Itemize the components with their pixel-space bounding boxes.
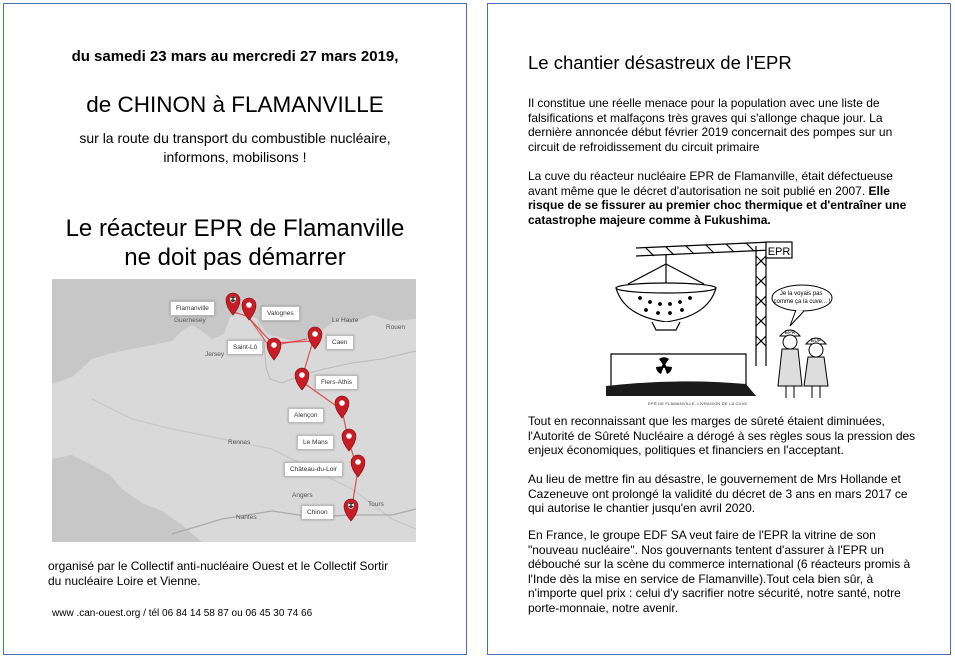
helmet-label-edf: EDF <box>811 338 821 344</box>
map-label-alencon: Alençon <box>288 408 324 423</box>
left-page <box>3 3 467 655</box>
city-angers: Angers <box>292 492 313 499</box>
map-label-chateau-du-loir: Château-du-Loir <box>284 462 343 477</box>
paragraph-4: Au lieu de mettre fin au désastre, le gouvernement de Mrs Hollande et Cazeneuve ont prolongé la validité du décret de 3 ans en mars 2017 ce qui autorise le chantier jusqu'en avril 2020. <box>528 472 908 515</box>
reactor-building-icon <box>606 354 756 396</box>
map-label-chinon: Chinon <box>301 505 334 520</box>
route-title: de CHINON à FLAMANVILLE <box>86 92 384 117</box>
organizers-line-2: du nucléaire Loire et Vienne. <box>48 574 201 588</box>
headline <box>4 214 466 272</box>
subtitle-line-1: sur la route du transport du combustible nucléaire, <box>79 130 391 146</box>
helmet-label-epr: EPR <box>784 330 796 336</box>
map-label-le-mans: Le Mans <box>297 435 334 450</box>
city-tours: Tours <box>368 501 384 508</box>
city-guernesey: Guernesey <box>174 317 206 324</box>
subtitle-line-2: informons, mobilisons ! <box>163 149 307 165</box>
speech-bubble-text: Je la voyais pas comme ça la cuve... ! <box>773 291 831 305</box>
crane-sign: EPR <box>767 246 791 258</box>
paragraph-5: En France, le groupe EDF SA veut faire de l'EPR la vitrine de son "nouveau nucléaire". Nos gouvernants tentent d'assurer à l'EPR un débouché sur la scène du commerce international (6 réacteurs promis à l'Inde dès la mise en service de Flamanville).Tout cela bien sûr, à n'importe quel prix : celui d'y sacrifier notre sécurité, notre santé, notre porte-monnaie, notre avenir. <box>528 528 911 615</box>
colander-icon <box>616 264 716 330</box>
paragraph-3: Tout en reconnaissant que les marges de sûreté étaient diminuées, l'Autorité de Sûreté Nucléaire a dérogé à ses règles sous la pression des enjeux économiques, politiques et financiers en l'acceptant. <box>528 414 916 457</box>
subtitle <box>4 129 466 167</box>
headline-line-2: ne doit pas démarrer <box>124 244 346 271</box>
organizers <box>48 559 448 589</box>
map-label-saint-lo: Saint-Lô <box>227 340 263 355</box>
cartoon-illustration <box>606 236 856 408</box>
route-map <box>52 279 416 542</box>
section-title: Le chantier désastreux de l'EPR <box>528 52 792 73</box>
city-jersey: Jersey <box>205 351 225 358</box>
contact-info: www .can-ouest.org / tél 06 84 14 58 87 ou 06 45 30 74 66 <box>52 608 313 619</box>
event-dates: du samedi 23 mars au mercredi 27 mars 2019, <box>71 48 399 65</box>
right-page <box>487 3 951 655</box>
cartoon-caption: EPR DE FLAMANVILLE, LIVRAISON DE LA CUVE <box>648 401 748 406</box>
city-rennes: Rennes <box>228 439 251 446</box>
map-label-caen: Caen <box>326 335 354 350</box>
map-label-flers-athis: Flers-Athis <box>315 375 358 390</box>
paragraph-2-text: La cuve du réacteur nucléaire EPR de Flamanville, était défectueuse avant même que le décret d'autorisation ne soit publié en 2007. <box>528 169 893 198</box>
city-le-havre: Le Havre <box>332 317 359 324</box>
map-label-flamanville: Flamanville <box>170 301 215 316</box>
map-label-valognes: Valognes <box>261 306 300 321</box>
organizers-line-1: organisé par le Collectif anti-nucléaire Ouest et le Collectif Sortir <box>48 559 389 573</box>
headline-line-1: Le réacteur EPR de Flamanville <box>65 215 405 242</box>
map-background <box>52 279 416 542</box>
paragraph-2 <box>528 169 920 227</box>
city-rouen: Rouen <box>386 324 406 331</box>
paragraph-2-emphasis: Elle risque de se fissurer au premier choc thermique et d'entraîner une catastrophe majeure comme à Fukushima. <box>528 183 907 227</box>
paragraph-1: Il constitue une réelle menace pour la population avec une liste de falsifications et malfaçons très graves qui s'allonge chaque jour. La dernière annoncée début février 2019 concernait des pompes sur un circuit de refroidissement du circuit primaire <box>528 96 893 154</box>
city-nantes: Nantes <box>236 514 257 521</box>
